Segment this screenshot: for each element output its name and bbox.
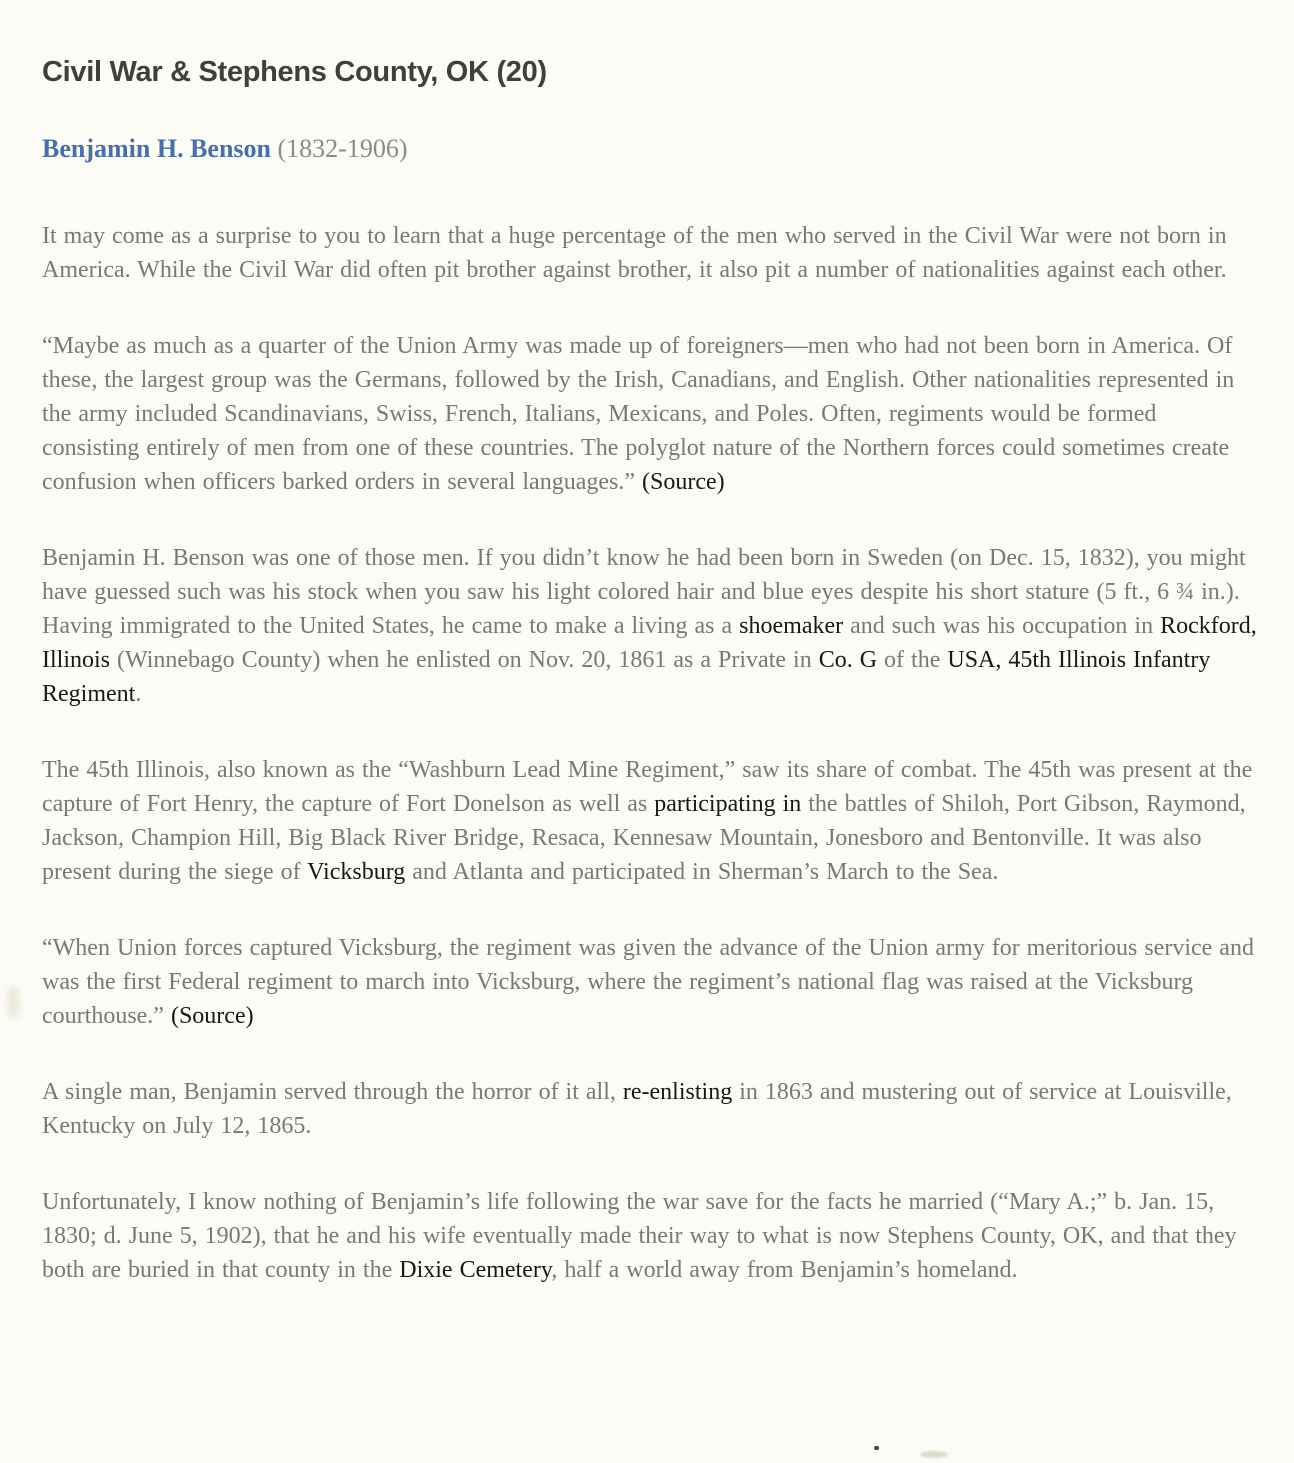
body-text: and Atlanta and participated in Sherman’s March to the Sea. — [405, 859, 999, 885]
body-text: in 1863 and mustering out of service at Louisville, Kentucky on July 12, 1865. — [42, 1079, 1232, 1139]
article-body — [42, 219, 1258, 1287]
dixie-cemetery-link: Dixie Cemetery — [399, 1257, 552, 1283]
company-link: Co. G — [818, 647, 878, 673]
subtitle — [42, 133, 1258, 165]
paragraph — [42, 541, 1258, 711]
body-text: Unfortunately, I know nothing of Benjamin’s life following the war save for the facts he married (“Mary A.;” b. Jan. 15, 1830; d. June 5, 1902), that he and his wife eventually made their way to what is now Stephens County, OK, and that they both are buried in that county in the — [42, 1189, 1237, 1283]
body-text: “Maybe as much as a quarter of the Union Army was made up of foreigners—men who had not been born in America. Of these, the largest group was the Germans, followed by the Irish, Canadians, and English. Other nationalities represented in the army included Scandinavians, Swiss, French, Italians, Mexicans, and Poles. Often, regiments would be formed consisting entirely of men from one of these countries. The polyglot nature of the Northern forces could sometimes create confusion when officers barked orders in several languages.” — [42, 333, 1235, 495]
paragraph — [42, 219, 1258, 287]
source-link: (Source) — [642, 469, 725, 495]
body-text: . — [135, 681, 142, 707]
paragraph — [42, 931, 1258, 1033]
page-title: Civil War & Stephens County, OK (20) — [42, 56, 547, 88]
participating-link: participating in — [654, 791, 802, 817]
scan-smudge — [6, 985, 20, 1019]
paragraph — [42, 1075, 1258, 1143]
body-text: The 45th Illinois, also known as the “Washburn Lead Mine Regiment,” saw its share of combat. The 45th was present at the capture of Fort Henry, the capture of Fort Donelson as well as — [42, 757, 1253, 817]
body-text: , half a world away from Benjamin’s homeland. — [551, 1257, 1018, 1283]
body-text: “When Union forces captured Vicksburg, the regiment was given the advance of the Union army for meritorious service and was the first Federal regiment to march into Vicksburg, where the regiment’s national flag was raised at the Vicksburg courthouse.” — [42, 935, 1254, 1029]
paragraph — [42, 753, 1258, 889]
body-text: and such was his occupation in — [843, 613, 1161, 639]
body-text: Benjamin H. Benson was one of those men. If you didn’t know he had been born in Sweden (on Dec. 15, 1832), you might have guessed such was his stock when you saw his light colored hair and blue eyes despite his short stature (5 ft., 6 ¾ in.). Having immigrated to the United States, he came to make a living as a — [42, 545, 1246, 639]
paragraph — [42, 1185, 1258, 1287]
shoemaker-link: shoemaker — [739, 613, 844, 639]
body-text: A single man, Benjamin served through the horror of it all, — [42, 1079, 623, 1105]
paragraph — [42, 329, 1258, 499]
rockford-link: Rockford, Illinois — [42, 613, 1257, 673]
vicksburg-link: Vicksburg — [307, 859, 406, 885]
scan-speck — [874, 1446, 879, 1450]
scan-smudge — [920, 1451, 948, 1458]
person-name: Benjamin H. Benson — [42, 134, 271, 163]
regiment-link: USA, 45th Illinois Infantry Regiment — [42, 647, 1211, 707]
person-dates: (1832-1906) — [271, 134, 408, 163]
reenlisting-link: re-enlisting — [622, 1079, 733, 1105]
body-text: the battles of Shiloh, Port Gibson, Raymond, Jackson, Champion Hill, Big Black River Bridge, Resaca, Kennesaw Mountain, Jonesboro and Bentonville. It was also present during the siege of — [42, 791, 1246, 885]
document-page — [42, 0, 1258, 1329]
body-text: (Winnebago County) when he enlisted on Nov. 20, 1861 as a Private in — [110, 647, 819, 673]
body-text: of the — [877, 647, 948, 673]
body-text: It may come as a surprise to you to learn that a huge percentage of the men who served in the Civil War were not born in America. While the Civil War did often pit brother against brother, it also pit a number of nationalities against each other. — [42, 223, 1227, 283]
source-link: (Source) — [170, 1003, 254, 1029]
